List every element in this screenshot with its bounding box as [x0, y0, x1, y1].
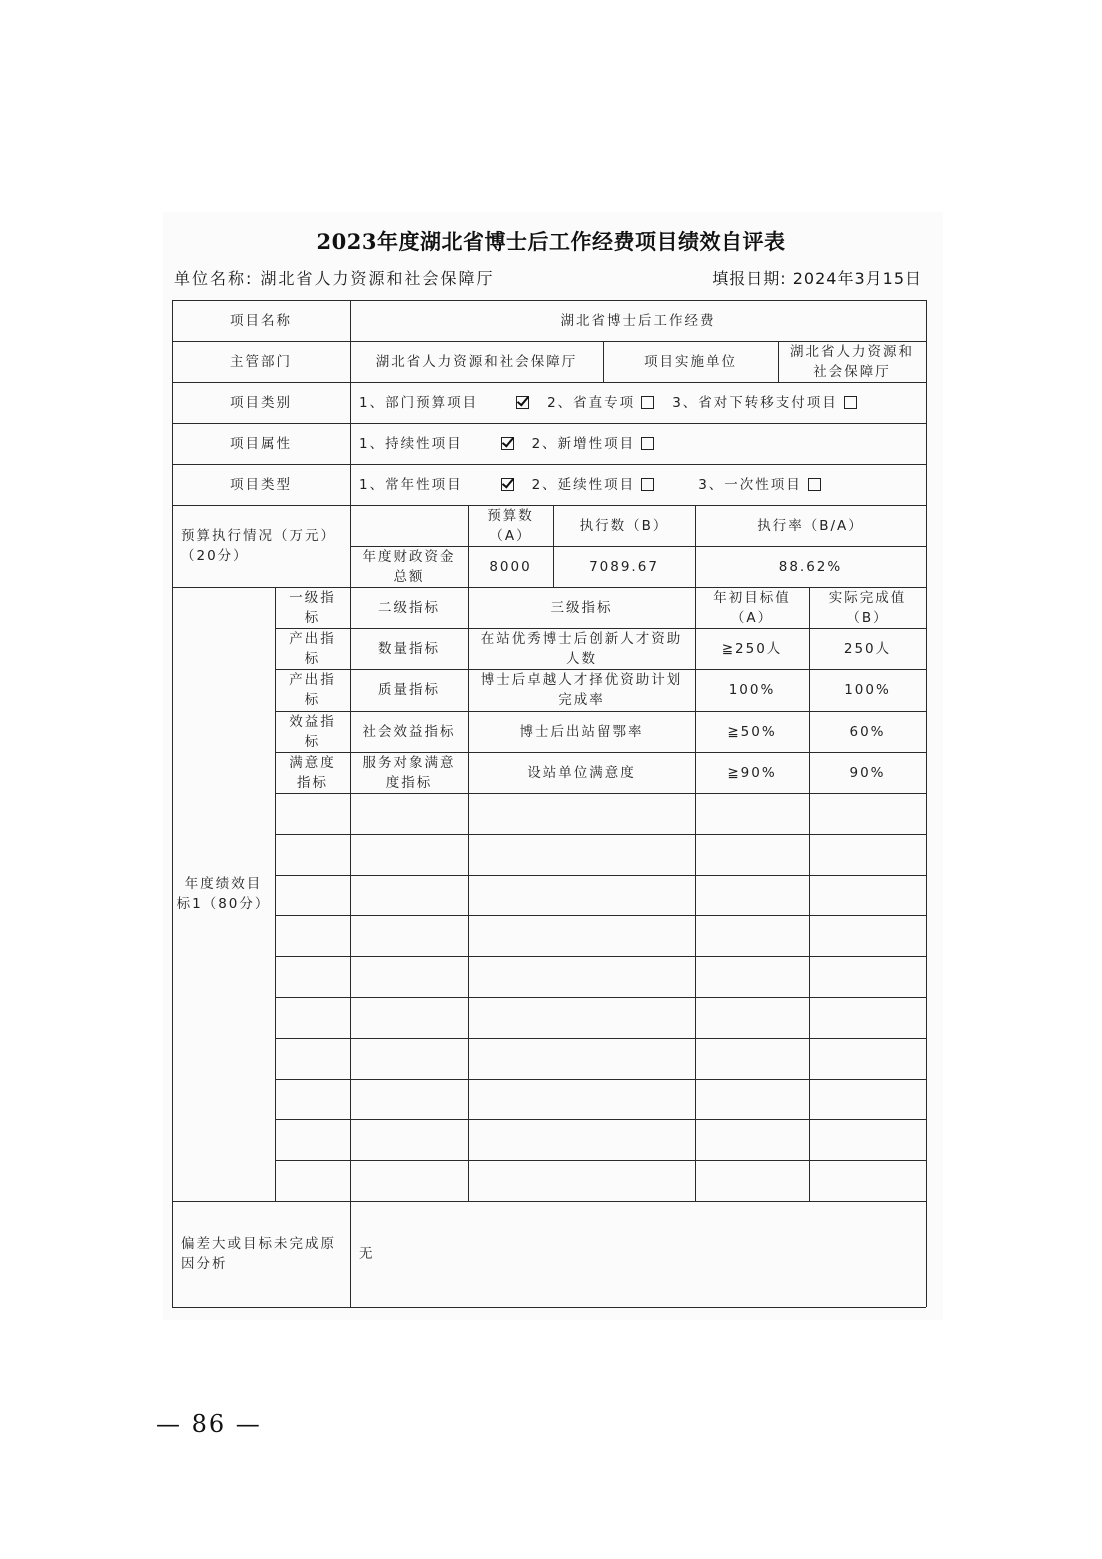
header-actual-line: （B） [846, 609, 889, 626]
budget-row-label-line: 总额 [393, 568, 425, 585]
header-level1-line: 一级指 [289, 589, 336, 606]
indicator-level3 [468, 628, 695, 669]
indicator-level3-line: 在站优秀博士后创新人才资助 [480, 630, 683, 647]
indicator-level2 [350, 711, 468, 752]
category-options [350, 382, 926, 423]
header-level3-text [551, 598, 613, 618]
exec-value-line: 7089.67 [589, 558, 659, 575]
option-label: 1、部门预算项目 [359, 394, 479, 411]
header-target [695, 587, 809, 628]
indicator-actual-line: 100% [844, 682, 891, 698]
checked-checkbox-icon[interactable] [516, 396, 529, 409]
indicator-level2-line: 服务对象满意 [362, 754, 456, 771]
budget-header-b [553, 505, 695, 546]
impl-unit-value-line: 湖北省人力资源和 [790, 343, 914, 360]
deviation-value-text [359, 1244, 375, 1264]
goals-section-label-line: 年度绩效目 [184, 876, 263, 892]
rate-value [695, 546, 926, 587]
option-1[interactable] [359, 434, 518, 454]
project-name-label-line: 项目名称 [230, 312, 292, 329]
checked-checkbox-icon[interactable] [501, 478, 514, 491]
impl-unit-value [778, 341, 926, 382]
option-label: 3、一次性项目 [698, 476, 802, 493]
indicator-level2-line: 度指标 [385, 774, 433, 791]
indicator-level2 [350, 752, 468, 793]
unchecked-checkbox-icon[interactable] [641, 478, 654, 491]
option-1[interactable] [359, 475, 518, 495]
goals-section-label [172, 587, 275, 1201]
impl-unit-value-text [790, 342, 914, 382]
indicator-target [695, 752, 809, 793]
indicator-actual-line: 60% [849, 723, 886, 740]
grid-line [275, 875, 926, 876]
header-level1-line: 标 [304, 609, 321, 626]
budget-value-line: 8000 [489, 558, 532, 575]
deviation-label-line: 因分析 [181, 1256, 228, 1272]
header-actual-line: 实际完成值 [828, 589, 907, 606]
budget-row-label [350, 546, 468, 587]
indicator-level1-text [289, 712, 336, 752]
unit-value: 湖北省人力资源和社会保障厅 [260, 269, 495, 288]
page-number: — 86 — [156, 1410, 262, 1438]
budget-header-rate-line: 执行率（B/A） [757, 517, 864, 534]
indicator-actual [809, 752, 926, 793]
header-level2-line: 二级指标 [378, 599, 440, 616]
grid-line [275, 793, 926, 794]
budget-header-a [468, 505, 553, 546]
indicator-level3-text [481, 670, 683, 710]
budget-value [468, 546, 553, 587]
grid-line [172, 1307, 926, 1308]
unchecked-checkbox-icon[interactable] [641, 437, 654, 450]
unchecked-checkbox-icon[interactable] [844, 396, 857, 409]
indicator-level3-line: 人数 [566, 650, 597, 667]
indicator-actual-text [844, 639, 891, 659]
grid-line [275, 1038, 926, 1039]
form-title: 2023年度湖北省博士后工作经费项目绩效自评表 [316, 229, 786, 254]
indicator-level1-text [289, 753, 336, 793]
deviation-value-line: 无 [359, 1246, 375, 1262]
budget-header-a-text [487, 506, 534, 546]
indicator-actual-line: 90% [849, 764, 886, 781]
header-target-line: （A） [730, 609, 774, 626]
indicator-level2-text [363, 722, 456, 742]
indicator-target-line: ≧250人 [721, 640, 783, 657]
option-2[interactable] [547, 393, 658, 413]
grid-line [275, 1079, 926, 1080]
header-level2-text [378, 598, 440, 618]
indicator-level1-line: 产出指 [289, 630, 336, 647]
indicator-level1 [275, 752, 350, 793]
header-actual-text [829, 588, 907, 628]
exec-value [553, 546, 695, 587]
category-label-text [230, 393, 292, 413]
indicator-level3-line: 完成率 [558, 692, 605, 708]
fill-date [712, 266, 922, 289]
impl-unit-label-text [644, 352, 737, 372]
indicator-level1-line: 产出指 [289, 672, 336, 688]
budget-header-b-line: 执行数（B） [579, 517, 669, 534]
indicator-level1-line: 效益指 [289, 713, 336, 730]
indicator-level1 [275, 711, 350, 752]
header-target-text [713, 588, 791, 628]
impl-unit-value-line: 社会保障厅 [813, 363, 891, 380]
date-label: 填报日期: [712, 269, 787, 288]
indicator-target [695, 628, 809, 669]
grid-line [275, 834, 926, 835]
type-label [172, 464, 350, 505]
header-target-line: 年初目标值 [713, 589, 791, 606]
attribute-options [350, 423, 926, 464]
indicator-level1-text [289, 670, 336, 710]
impl-unit-label [603, 341, 778, 382]
indicator-level1-line: 标 [304, 650, 321, 667]
indicator-target-line: ≧50% [727, 723, 777, 740]
indicator-actual [809, 669, 926, 711]
option-3[interactable] [672, 393, 861, 413]
header-actual [809, 587, 926, 628]
attribute-label [172, 423, 350, 464]
indicator-level1 [275, 628, 350, 669]
deviation-value [350, 1201, 926, 1307]
type-label-text [230, 475, 292, 495]
option-2[interactable] [532, 475, 659, 495]
indicator-level2 [350, 628, 468, 669]
indicator-target-text [727, 722, 776, 742]
header-level2 [350, 587, 468, 628]
option-label: 3、省对下转移支付项目 [672, 394, 838, 411]
department-value-line: 湖北省人力资源和社会保障厅 [375, 353, 578, 370]
indicator-level3-text [520, 722, 644, 742]
option-label: 2、省直专项 [547, 394, 636, 411]
header-level3 [468, 587, 695, 628]
indicator-level3-line: 博士后出站留鄂率 [519, 723, 644, 740]
indicator-level2-text [378, 639, 440, 659]
budget-section-label-line: 预算执行情况（万元） [181, 528, 336, 544]
date-value: 2024年3月15日 [792, 269, 922, 288]
header-level1 [275, 587, 350, 628]
budget-header-b-text [580, 516, 669, 536]
grid-line [275, 1119, 926, 1120]
grid-line [275, 1160, 926, 1161]
indicator-level3-line: 设站单位满意度 [527, 764, 636, 781]
option-label: 2、延续性项目 [531, 476, 636, 493]
indicator-level2-line: 数量指标 [378, 640, 440, 657]
rate-value-line: 88.62% [778, 558, 843, 575]
budget-header-a-line: （A） [489, 527, 532, 544]
indicator-level1-line: 指标 [297, 774, 328, 791]
indicator-actual-line: 250人 [843, 640, 892, 657]
project-name-value-text [561, 311, 716, 331]
type-options [350, 464, 926, 505]
indicator-level3-text [481, 629, 683, 669]
indicator-level2 [350, 669, 468, 711]
department-value-text [376, 352, 578, 372]
budget-value-text [489, 557, 531, 577]
unchecked-checkbox-icon[interactable] [808, 478, 821, 491]
category-label [172, 382, 350, 423]
attribute-label-text [230, 434, 292, 454]
indicator-level2-text [378, 680, 440, 700]
indicator-target [695, 669, 809, 711]
type-label-line: 项目类型 [230, 476, 292, 493]
indicator-actual [809, 711, 926, 752]
indicator-actual-text [849, 722, 885, 742]
budget-section-label [172, 505, 350, 587]
deviation-label-text [181, 1234, 336, 1274]
indicator-level3-text [527, 763, 636, 783]
grid-line [275, 915, 926, 916]
indicator-level3 [468, 711, 695, 752]
indicator-level1-text [289, 629, 336, 669]
budget-section-label-text [181, 526, 336, 566]
exec-value-text [589, 557, 659, 577]
option-1[interactable] [359, 393, 533, 413]
indicator-level1 [275, 669, 350, 711]
indicator-level2-line: 质量指标 [378, 682, 440, 698]
budget-header-rate [695, 505, 926, 546]
grid-line [275, 956, 926, 957]
rate-value-text [779, 557, 842, 577]
goals-section-label-text [177, 874, 271, 914]
option-label: 2、新增性项目 [531, 435, 636, 452]
indicator-level1-line: 标 [304, 692, 321, 708]
department-label-text [230, 352, 292, 372]
header-level1-text [289, 588, 336, 628]
budget-section-label-line: （20分） [181, 548, 249, 564]
unit-name [174, 266, 495, 289]
grid-line [275, 997, 926, 998]
project-name-label-text [230, 311, 292, 331]
budget-row-label-text [363, 547, 456, 587]
option-label: 1、常年性项目 [359, 476, 463, 493]
indicator-actual-text [849, 763, 885, 783]
unchecked-checkbox-icon[interactable] [641, 396, 654, 409]
indicator-target-text [722, 639, 783, 659]
department-label-line: 主管部门 [230, 353, 292, 370]
indicator-target-text [729, 680, 776, 700]
indicator-level3 [468, 669, 695, 711]
grid-line [926, 300, 927, 1307]
department-value [350, 341, 603, 382]
budget-header-rate-text [757, 516, 864, 536]
indicator-level2-line: 社会效益指标 [362, 723, 456, 740]
project-name-label [172, 300, 350, 341]
header-level3-line: 三级指标 [550, 599, 613, 616]
indicator-actual [809, 628, 926, 669]
impl-unit-label-line: 项目实施单位 [644, 353, 737, 370]
option-label: 1、持续性项目 [359, 435, 463, 452]
department-label [172, 341, 350, 382]
indicator-level3 [468, 752, 695, 793]
project-name-value [350, 300, 926, 341]
indicator-target-line: 100% [728, 682, 776, 698]
budget-row-label-line: 年度财政资金 [362, 548, 456, 565]
indicator-actual-text [844, 680, 891, 700]
indicator-target-line: ≧90% [727, 764, 777, 781]
project-name-value-line: 湖北省博士后工作经费 [560, 312, 716, 329]
indicator-level3-line: 博士后卓越人才择优资助计划 [480, 672, 683, 688]
deviation-label [172, 1201, 350, 1307]
indicator-level1-line: 标 [304, 733, 321, 750]
option-3[interactable] [698, 475, 825, 495]
goals-section-label-line: 标1（80分） [176, 896, 271, 912]
indicator-target-text [727, 763, 776, 783]
category-label-line: 项目类别 [230, 394, 292, 411]
deviation-label-line: 偏差大或目标未完成原 [181, 1236, 336, 1252]
indicator-level2-text [363, 753, 456, 793]
unit-label: 单位名称: [174, 269, 254, 288]
budget-header-a-line: 预算数 [487, 507, 534, 524]
indicator-target [695, 711, 809, 752]
checked-checkbox-icon[interactable] [501, 437, 514, 450]
attribute-label-line: 项目属性 [230, 435, 292, 452]
option-2[interactable] [532, 434, 659, 454]
indicator-level1-line: 满意度 [289, 754, 336, 771]
